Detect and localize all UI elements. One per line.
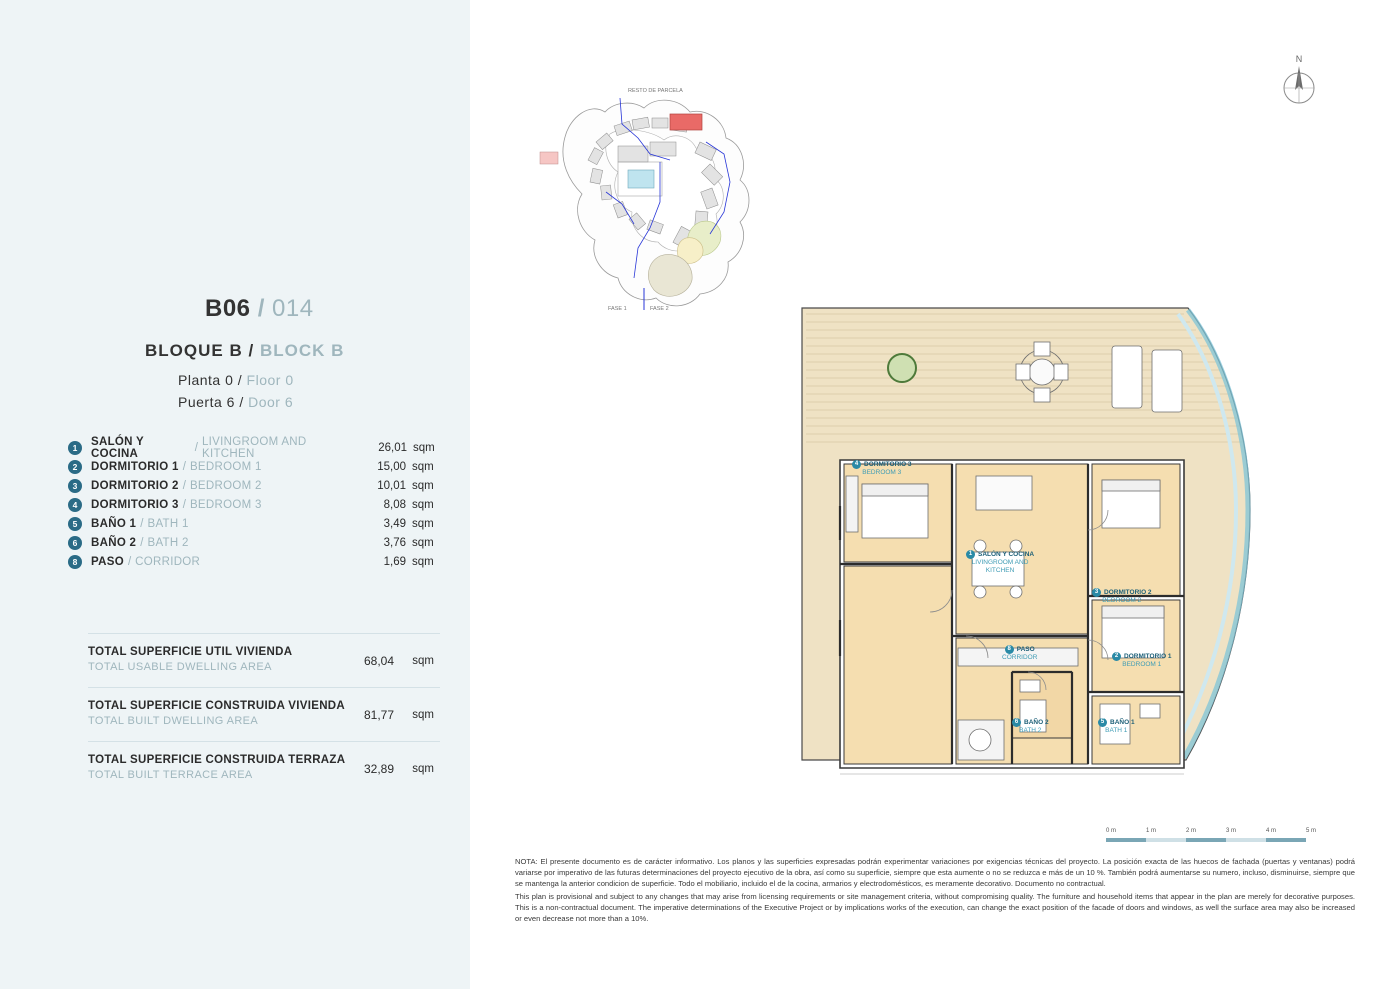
room-name-es: DORMITORIO 2 [91, 479, 179, 492]
scale-tick-3: 3 m [1226, 828, 1237, 834]
room-area-value: 1,69 [383, 555, 406, 568]
room-name-es: SALÓN Y COCINA [91, 435, 144, 460]
total-unit: sqm [412, 708, 434, 721]
door-separator: / [239, 394, 244, 410]
site-plan-title: RESTO DE PARCELA [628, 88, 683, 94]
total-usable-area [88, 634, 440, 687]
room-name-en: BEDROOM 3 [189, 498, 262, 511]
room-list-item [68, 476, 440, 495]
room-list-item [68, 552, 440, 571]
total-value: 81,77 [363, 707, 394, 722]
total-value: 32,89 [363, 761, 394, 776]
room-area-value: 10,01 [377, 479, 406, 492]
tag-label-es: BAÑO 1 [1110, 719, 1135, 727]
tag-label-en: CORRIDOR [1002, 654, 1038, 662]
scale-tick-2: 2 m [1186, 828, 1197, 834]
legal-note [515, 856, 1355, 926]
door-label-es: Puerta 6 [178, 394, 235, 410]
total-built-dwelling-area [88, 687, 440, 741]
total-unit: sqm [412, 762, 434, 775]
room-separator: / [182, 498, 186, 511]
total-value: 68,04 [363, 653, 394, 668]
scale-tick-5: 5 m [1306, 828, 1317, 834]
plan-area [470, 0, 1400, 989]
room-number-badge: 2 [68, 460, 82, 474]
room-name-es: DORMITORIO 1 [91, 460, 179, 473]
block-label-en: BLOCK B [259, 341, 345, 360]
room-number-badge: 1 [68, 441, 82, 455]
site-plan [510, 42, 820, 337]
tag-label-en: BEDROOM 2 [1102, 597, 1142, 605]
tag-label-es: DORMITORIO 2 [1104, 589, 1152, 597]
site-plan-phase2-label: FASE 2 [650, 306, 669, 312]
room-number-badge: 4 [68, 498, 82, 512]
floorplan-tag-bath-2 [1012, 718, 1049, 735]
tag-label-en: BATH 2 [1019, 727, 1042, 735]
block-separator: / [248, 341, 255, 360]
legal-note-en: This plan is provisional and subject to any changes that may arise from licensing requirements or site management criteria, without compromising quality. The furniture and household items that appear in the plan are merely for decorative purposes. This is a non-contractual document. The imperative determinations of the Executive Project or by implications works of the execution, can change the exact position of the facade of doors and windows, as well the surface area may also be increased or even decrease not more than a 10%. [515, 892, 1355, 923]
room-number-badge: 6 [68, 536, 82, 550]
room-list-item [68, 457, 440, 476]
tag-number-badge: 6 [1012, 718, 1021, 727]
compass-north-label: N [1295, 54, 1303, 64]
room-area-value: 8,08 [383, 498, 406, 511]
block-line [145, 341, 440, 361]
room-area-unit: sqm [412, 498, 434, 511]
tag-label-en: BATH 1 [1105, 727, 1128, 735]
room-name-en: BATH 2 [147, 536, 189, 549]
room-separator: / [182, 460, 186, 473]
room-area-unit: sqm [412, 460, 434, 473]
door-line [178, 394, 440, 410]
tag-number-badge: 4 [852, 460, 861, 469]
floorplan-tag-bath-1 [1098, 718, 1135, 735]
room-separator: / [182, 479, 186, 492]
block-label-es: BLOQUE B [145, 341, 243, 360]
room-list-item [68, 514, 440, 533]
tag-number-badge: 3 [1092, 588, 1101, 597]
tag-number-badge: 2 [1112, 652, 1121, 661]
room-list-item [68, 533, 440, 552]
tag-label-es: DORMITORIO 1 [1124, 653, 1172, 661]
room-area-value: 26,01 [378, 441, 407, 454]
room-separator: / [127, 555, 132, 568]
room-name-en: BATH 1 [147, 517, 189, 530]
room-separator: / [194, 441, 198, 454]
unit-code [205, 295, 440, 323]
room-area-unit: sqm [412, 517, 434, 530]
room-area-value: 3,49 [383, 517, 406, 530]
totals-section [88, 633, 440, 795]
room-area-unit: sqm [412, 555, 434, 568]
tag-label-es: SALÓN Y COCINA [978, 551, 1035, 559]
room-name-en: BEDROOM 2 [189, 479, 262, 492]
room-name-es: BAÑO 1 [91, 517, 137, 530]
floorplan-tag-living-kitchen [966, 550, 1034, 576]
room-name-es: DORMITORIO 3 [91, 498, 179, 511]
room-area-value: 15,00 [377, 460, 406, 473]
tag-number-badge: 8 [1005, 645, 1014, 654]
floorplan-tag-bedroom-3 [852, 460, 912, 477]
tag-label-en: BEDROOM 1 [1122, 661, 1162, 669]
room-name-es: PASO [91, 555, 124, 568]
room-name-en: LIVINGROOM AND KITCHEN [201, 435, 307, 460]
site-plan-phase1-label: FASE 1 [608, 306, 627, 312]
unit-code-slash: / [257, 295, 265, 322]
tag-label-en: BEDROOM 3 [862, 469, 902, 477]
total-label-en: TOTAL BUILT TERRACE AREA [88, 769, 253, 781]
scale-bar [1106, 828, 1356, 848]
room-list-item [68, 435, 440, 460]
room-separator: / [140, 517, 144, 530]
room-area-unit: sqm [412, 479, 434, 492]
scale-tick-4: 4 m [1266, 828, 1277, 834]
door-label-en: Door 6 [248, 394, 294, 410]
total-label-en: TOTAL BUILT DWELLING AREA [88, 715, 259, 727]
room-name-en: BEDROOM 1 [189, 460, 262, 473]
total-label-en: TOTAL USABLE DWELLING AREA [88, 661, 272, 673]
room-list [68, 435, 440, 571]
room-name-en: CORRIDOR [135, 555, 201, 568]
room-area-unit: sqm [413, 441, 435, 454]
floorplan-tag-bedroom-2 [1092, 588, 1152, 605]
info-panel-content [60, 295, 440, 795]
floorplan-tag-corridor [1002, 645, 1037, 662]
total-label-es: TOTAL SUPERFICIE UTIL VIVIENDA [88, 646, 293, 658]
scale-tick-0: 0 m [1106, 828, 1117, 834]
unit-code-number: 014 [272, 295, 314, 322]
tag-label-en-2: KITCHEN [985, 567, 1015, 575]
floor-plan [780, 300, 1290, 790]
floor-line [178, 372, 440, 388]
room-area-unit: sqm [412, 536, 434, 549]
tag-label-es: BAÑO 2 [1024, 719, 1049, 727]
info-panel [0, 0, 470, 989]
unit-code-main: B06 [205, 295, 251, 322]
tag-label-en: LIVINGROOM AND [971, 559, 1029, 567]
legal-note-es: NOTA: El presente documento es de carácter informativo. Los planos y las superficies expresadas podrán experimentar variaciones por exigencias técnicas del proyecto. La posición exacta de las huecos de fachada (puertas y ventanas) podrá variarse por imperativo de las futuras determinaciones del proyecto ejecutivo de la obra, así como su superficie, siempre que esta aumente o no se reduzca e más de un 10 %. También podrá aumentarse su numero, incluso, disminuirse, siempre que se mantenga la anterior condicion de superficie. Todo el mobiliario, incluido el de la cocina, armarios y electrodomésticos, es meramente decorativo. Documento no contractual. [515, 857, 1355, 888]
floorplan-tag-bedroom-1 [1112, 652, 1172, 669]
room-number-badge: 3 [68, 479, 82, 493]
room-area-value: 3,76 [383, 536, 406, 549]
room-name-es: BAÑO 2 [91, 536, 137, 549]
total-unit: sqm [412, 654, 434, 667]
room-separator: / [140, 536, 144, 549]
total-built-terrace-area [88, 741, 440, 795]
tag-number-badge: 1 [966, 550, 975, 559]
tag-label-es: DORMITORIO 3 [864, 461, 912, 469]
room-list-item [68, 495, 440, 514]
room-number-badge: 5 [68, 517, 82, 531]
scale-tick-1: 1 m [1146, 828, 1157, 834]
total-label-es: TOTAL SUPERFICIE CONSTRUIDA VIVIENDA [88, 700, 346, 712]
tag-label-es: PASO [1016, 646, 1035, 654]
floor-label-es: Planta 0 [178, 372, 234, 388]
floor-separator: / [237, 372, 243, 388]
room-number-badge: 8 [68, 555, 82, 569]
floor-label-en: Floor 0 [246, 372, 294, 388]
total-label-es: TOTAL SUPERFICIE CONSTRUIDA TERRAZA [88, 754, 346, 766]
tag-number-badge: 5 [1098, 718, 1107, 727]
compass-rose [1276, 54, 1322, 112]
